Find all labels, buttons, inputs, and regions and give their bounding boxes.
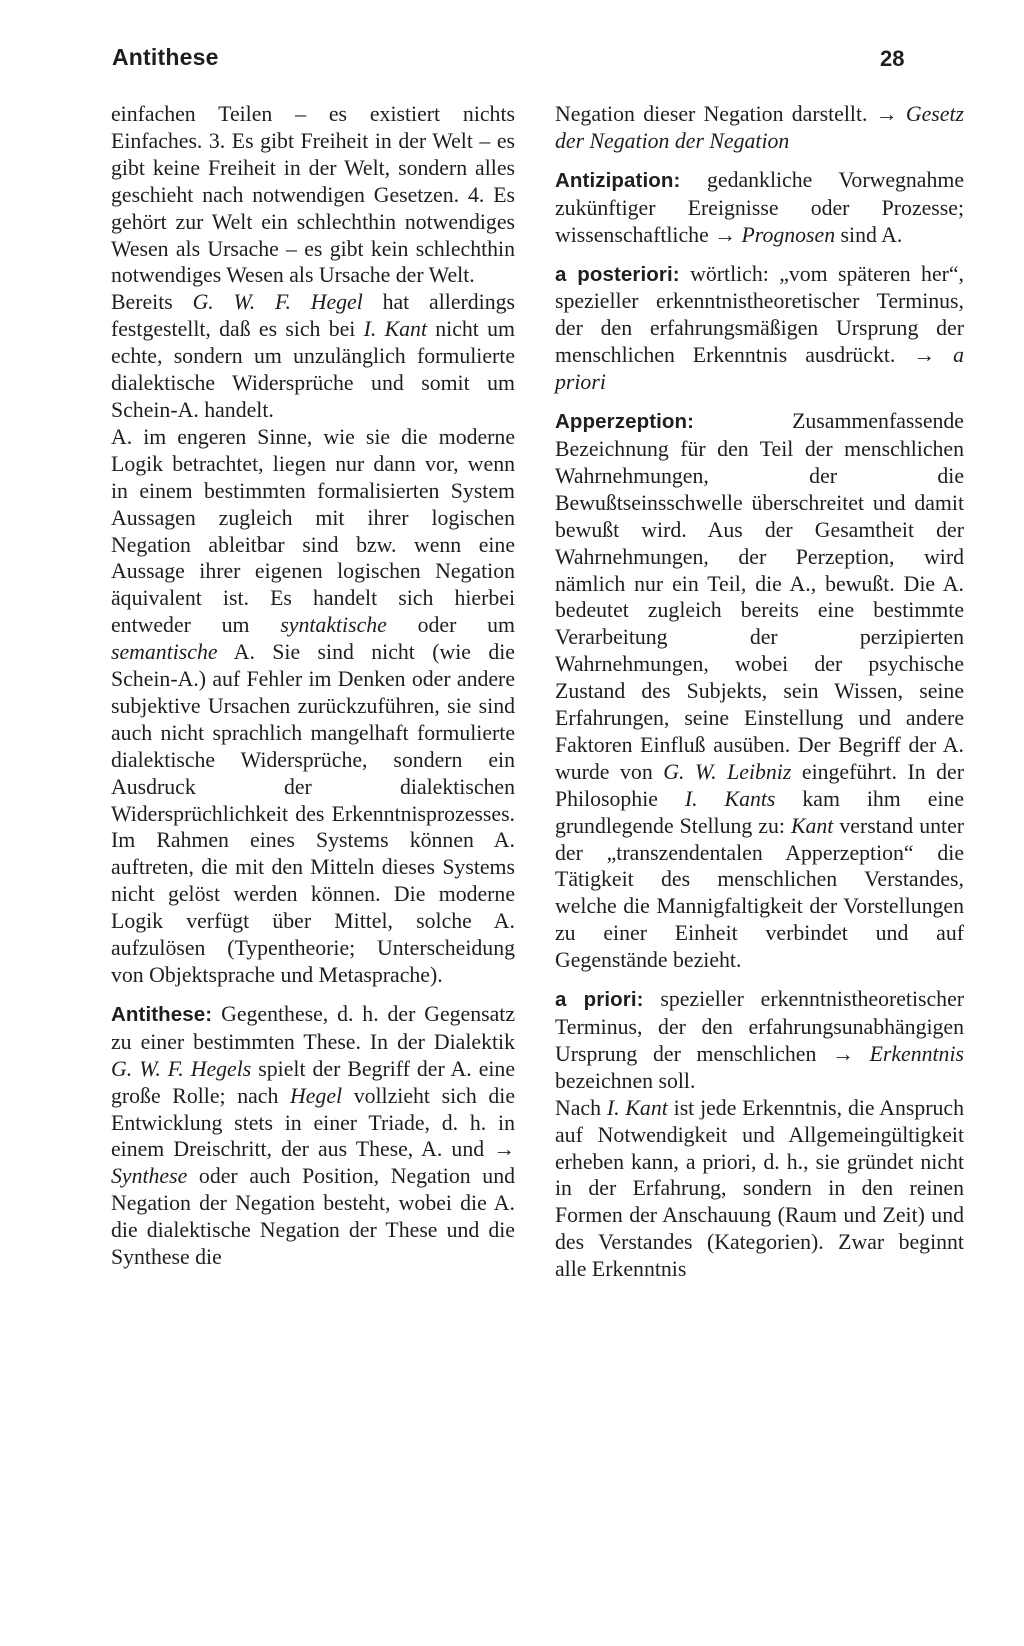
link-synthese[interactable]: Synthese <box>111 1164 188 1189</box>
link-erkenntnis[interactable]: Erkenntnis <box>869 1041 964 1066</box>
arrow-icon: → <box>875 102 898 126</box>
arrow-icon: → <box>832 1041 854 1066</box>
paragraph-kant-apriori <box>555 1095 964 1283</box>
entry-a-priori <box>555 986 964 1095</box>
text: Negation dieser Negation darstellt. <box>555 102 876 126</box>
lemma-apperzeption: Apperzeption: <box>555 410 695 434</box>
person-kant-2: I. Kant <box>606 1095 668 1120</box>
text: oder um <box>386 613 515 638</box>
text: hat allerdings festgestellt, daß es sich bei <box>111 290 515 342</box>
text: ist jede Erkenntnis, die Anspruch auf Notwendigkeit und Allgemeingültigkeit erheben kann, a priori, d. h., sie gründet nicht in der Erfahrung, sondern in den reinen Formen der Anschauung (Raum und Zeit) und des Verstandes (Kategorien). Zwar beginnt alle Erkenntnis <box>555 1095 964 1282</box>
person-hegel-2: Hegel <box>290 1083 343 1108</box>
text: Zusammenfassende Bezeichnung für den Teil der menschlichen Wahrnehmungen, der die Bewußtseinsschwelle überschreitet und damit bewußt wird. Aus der Gesamtheit der Wahrnehmungen, der Perzeption, wird nämlich nur ein Teil, die A., bewußt. Die A. bedeutet zugleich bereits eine bestimmte Verarbeitung der perzipierten Wahrnehmungen, wobei der psychische Zustand des Subjekts, sein Wissen, seine Erfahrungen, seine Einstellung und andere Faktoren Einfluß ausüben. Der Begriff der A. wurde von <box>555 409 964 784</box>
person-kant: Kant <box>790 813 834 838</box>
running-head: Antithese <box>112 44 219 70</box>
text: A. im engeren Sinne, wie sie die moderne Logik betrachtet, liegen nur dann vor, wenn in einem bestimmten formalisierten System Aussagen zugleich mit ihrer logischen Negation ableitbar sind bzw. wenn eine Aussage ihrer eigenen logischen Negation äquivalent ist. Es handelt sich hierbei entweder um <box>111 424 515 638</box>
page-number: 28 <box>880 46 905 71</box>
text: wörtlich: „vom späteren her“, spezieller erkenntnistheoretischer Terminus, der den erfahrungsmäßigen Ursprung der menschlichen Erkenntnis ausdrückt. <box>555 261 964 368</box>
lemma-a-priori: a priori: <box>555 988 644 1012</box>
text: vollzieht sich die Entwicklung stets in einer Triade, d. h. in einem Dreischritt, der aus These, A. und <box>111 1083 515 1162</box>
term-syntaktische: syntaktische <box>280 613 387 638</box>
paragraph-hegel-note <box>111 289 515 424</box>
person-leibniz: G. W. Leibniz <box>663 759 792 784</box>
arrow-icon: → <box>714 222 736 247</box>
entry-antithese <box>111 1001 515 1271</box>
link-a-priori[interactable]: a priori <box>555 343 965 395</box>
lemma-a-posteriori: a posteriori: <box>555 262 680 286</box>
link-gesetz-negation[interactable]: Gesetz der Negation der Negation <box>555 102 965 153</box>
text: eingeführt. In der Philosophie <box>555 759 964 811</box>
entry-antizipation <box>555 167 964 249</box>
entry-a-posteriori <box>555 261 964 397</box>
lemma-antithese: Antithese: <box>111 1002 213 1026</box>
paragraph-continuation: einfachen Teilen – es existiert nichts Einfaches. 3. Es gibt Freiheit in der Welt – es gibt keine Freiheit in der Welt, sondern alles geschieht nach notwendigen Gesetzen. 4. Es gehört zur Welt ein schlechthin notwendiges Wesen als Ursache – es gibt kein schlechthin notwendiges Wesen als Ursache der Welt. <box>111 102 515 288</box>
text: nicht um echte, sondern um unzulänglich formulierte dialektische Widersprüche und somit um Schein-A. handelt. <box>111 317 515 422</box>
person-kants: I. Kants <box>684 786 776 811</box>
paragraph-negation-cont <box>555 101 964 155</box>
text: sind A. <box>835 222 903 247</box>
entry-apperzeption <box>555 408 964 974</box>
text: verstand unter der „transzendentalen Apperzeption“ die Tätigkeit des menschlichen Verstandes, welche die Mannigfaltigkeit der Vorstellungen zu einer Einheit verbindet und auf Gegenstände bezieht. <box>555 813 965 973</box>
text: Bereits <box>111 290 193 315</box>
person-hegels: G. W. F. Hegels <box>111 1056 252 1081</box>
lemma-antizipation: Antizipation: <box>555 168 681 192</box>
text: gedankliche Vorwegnahme zukünftiger Ereignisse oder Prozesse; wissenschaftliche <box>555 167 964 247</box>
text: spezieller erkenntnistheoretischer Terminus, der den erfahrungsunabhängigen Ursprung der menschlichen <box>555 987 964 1066</box>
text: Gegenthese, d. h. der Gegensatz zu einer bestimmten These. In der Dialektik <box>111 1001 515 1054</box>
left-column <box>111 101 515 1271</box>
paragraph-logic <box>111 424 515 989</box>
text: Nach <box>555 1095 607 1120</box>
text: spielt der Begriff der A. eine große Rolle; nach <box>111 1056 516 1108</box>
person-kant: I. Kant <box>363 317 427 342</box>
text: A. Sie sind nicht (wie die Schein-A.) auf Fehler im Denken oder andere subjektive Ursachen zurückzuführen, sie sind auch nicht sprachlich mangelhaft formulierte dialektische Widersprüche, sondern ein Ausdruck der dialektischen Widersprüchlichkeit des Erkenntnisprozesses. Im Rahmen eines Systems können A. auftreten, die mit den Mitteln dieses Systems nicht gelöst werden können. Die moderne Logik verfügt über Mittel, solche A. aufzulösen (Typentheorie; Unterscheidung von Objektsprache und Metasprache). <box>111 640 515 987</box>
text: oder auch Position, Negation und Negation der Negation besteht, wobei die A. die dialektische Negation der These und die Synthese die <box>111 1164 515 1270</box>
term-semantische: semantische <box>111 640 218 665</box>
right-column <box>555 101 964 1283</box>
text: bezeichnen soll. <box>555 1068 696 1093</box>
person-hegel: G. W. F. Hegel <box>192 290 363 315</box>
arrow-icon: → <box>493 1137 515 1162</box>
text: kam ihm eine grundlegende Stellung zu: <box>555 786 964 838</box>
arrow-icon: → <box>913 343 936 368</box>
link-prognosen[interactable]: Prognosen <box>741 222 836 247</box>
